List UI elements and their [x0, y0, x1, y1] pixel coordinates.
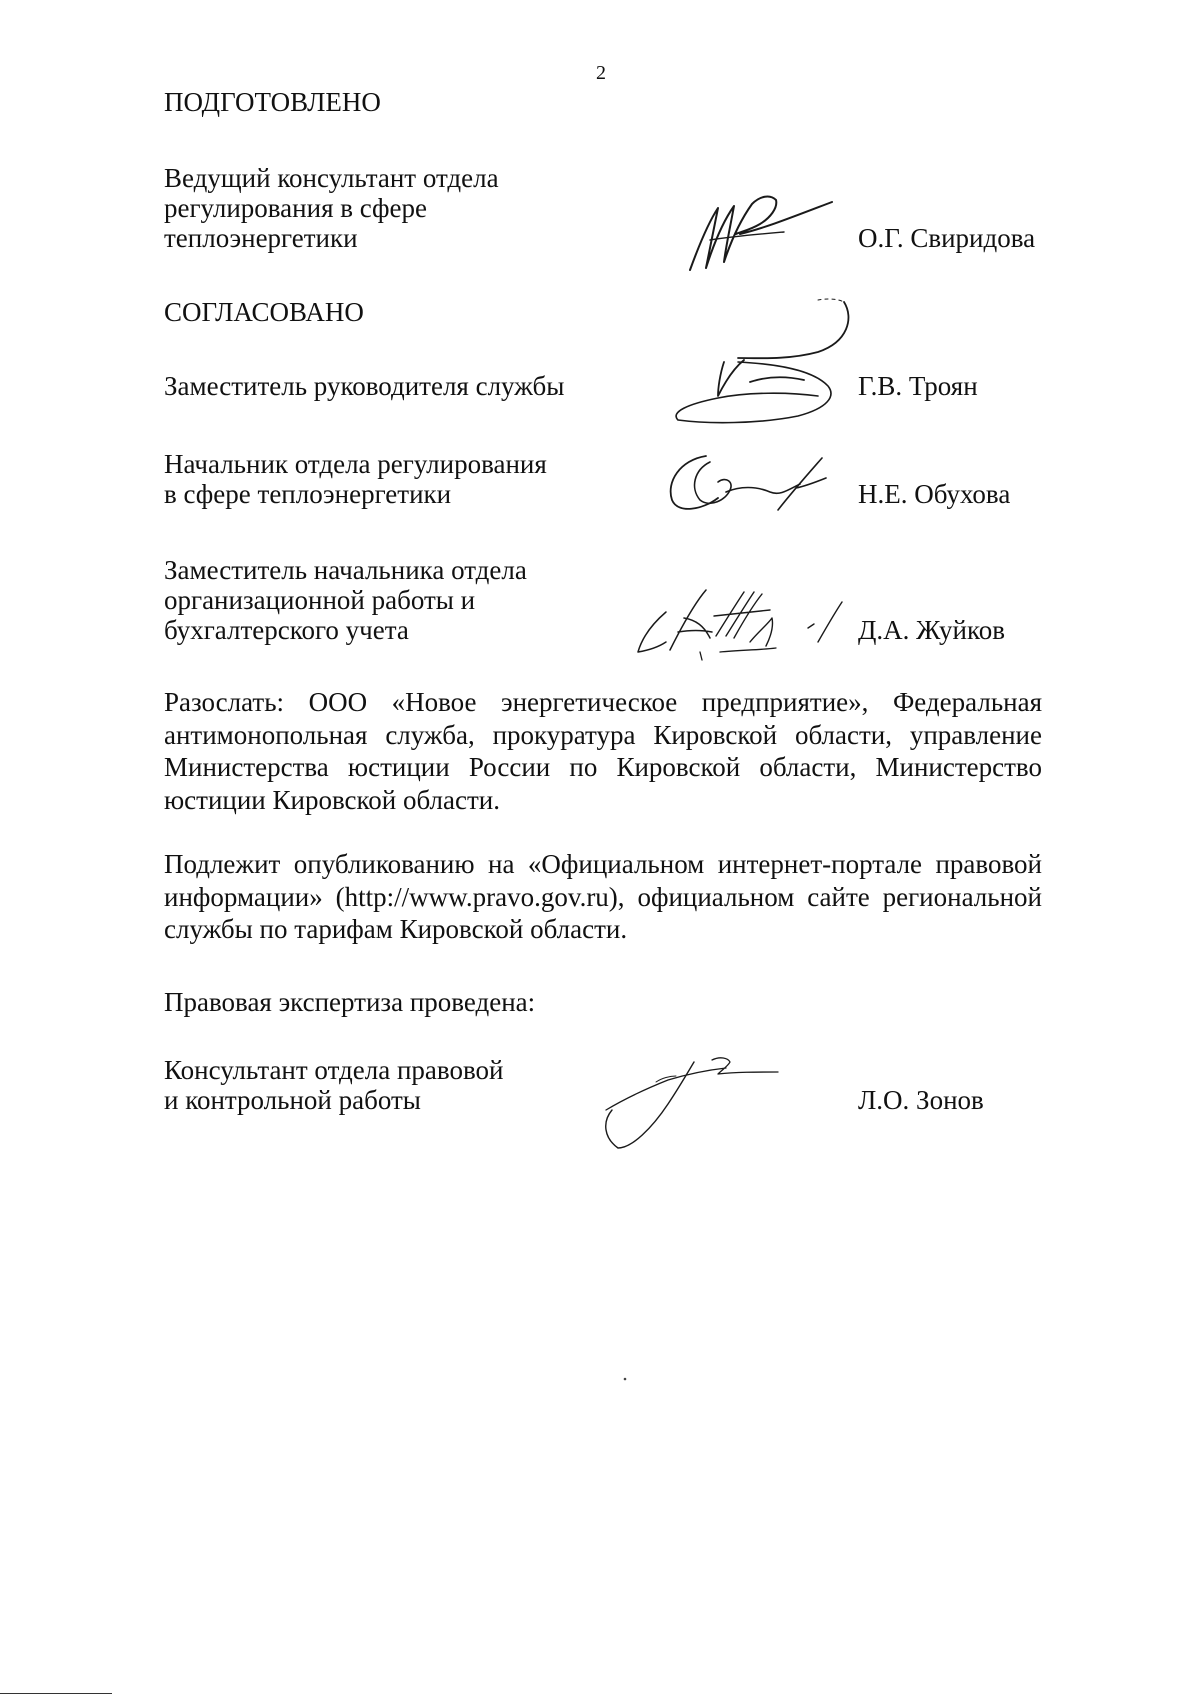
prepared-heading: ПОДГОТОВЛЕНО: [164, 87, 381, 117]
distribution-paragraph: Разослать: ООО «Новое энергетическое предприятие», Федеральная антимонопольная служба, прокуратура Кировской области, управление Министерства юстиции России по Кировской области, Министерство юстиции Кировской области.: [164, 687, 1042, 815]
approver-name: Г.В. Троян: [858, 371, 978, 401]
publication-paragraph: Подлежит опубликованию на «Официальном интернет-портале правовой информации» (http://www.pravo.gov.ru), официальном сайте региональной службы по тарифам Кировской области.: [164, 849, 1042, 944]
signature-zonov: [592, 1052, 792, 1156]
approver-name: Н.Е. Обухова: [858, 479, 1011, 509]
signature-obukhova: [660, 448, 840, 520]
approver-position-line: бухгалтерского учета: [164, 615, 409, 645]
legal-review-heading: Правовая экспертиза проведена:: [164, 987, 536, 1017]
legal-review-position-line: Консультант отдела правовой: [164, 1055, 504, 1085]
prepared-position-line: Ведущий консультант отдела: [164, 163, 499, 193]
approver-position-line: в сфере теплоэнергетики: [164, 479, 452, 509]
approver-position-line: организационной работы и: [164, 585, 476, 615]
approver-position-line: Начальник отдела регулирования: [164, 449, 547, 479]
legal-review-name: Л.О. Зонов: [858, 1085, 984, 1115]
page-number: 2: [596, 62, 606, 84]
approver-position-line: Заместитель руководителя службы: [164, 371, 565, 401]
signature-zhuikov: [630, 580, 855, 662]
legal-review-position-line: и контрольной работы: [164, 1085, 421, 1115]
prepared-position-line: теплоэнергетики: [164, 223, 358, 253]
scan-speck: [622, 1376, 628, 1382]
scan-edge-line: [0, 1693, 112, 1694]
approver-name: Д.А. Жуйков: [858, 615, 1005, 645]
prepared-name: О.Г. Свиридова: [858, 223, 1036, 253]
signature-troyan: [668, 292, 878, 437]
approver-position-line: Заместитель начальника отдела: [164, 555, 527, 585]
prepared-position-line: регулирования в сфере: [164, 193, 428, 223]
approved-heading: СОГЛАСОВАНО: [164, 297, 364, 327]
signature-sviridova: [680, 188, 840, 278]
